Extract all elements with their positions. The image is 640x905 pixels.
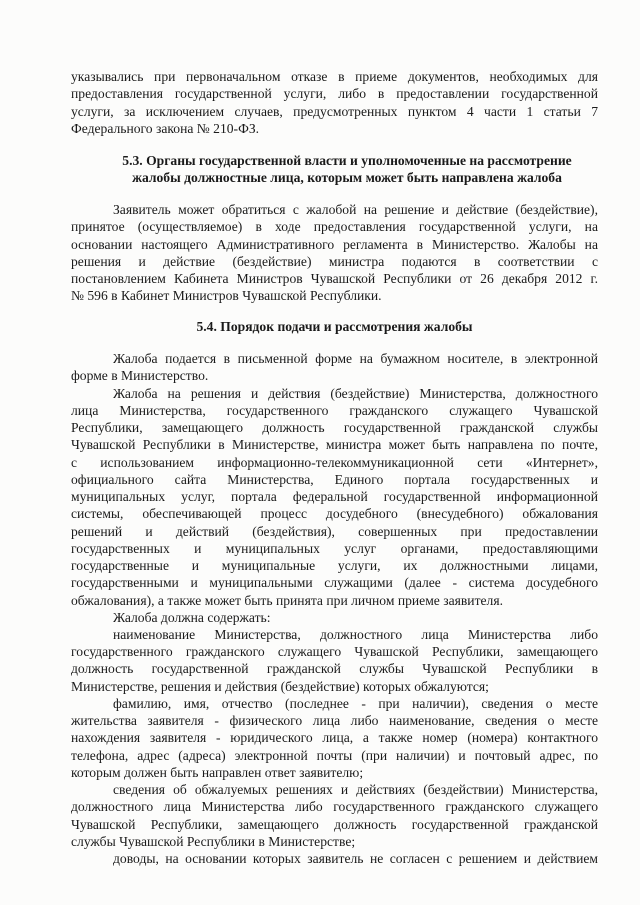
intro-line: предоставления государственной услуги, либо в предоставлении государственной <box>71 86 598 101</box>
paragraph-line: муниципальных услуг, портала федеральной государственной информационной <box>71 489 598 504</box>
list-item-line: доводы, на основании которых заявитель не согласен с решением и действием <box>113 851 598 866</box>
list-item-line: которым должен быть направлен ответ заявителю; <box>71 765 364 780</box>
paragraph-line: решений и действий (бездействия), совершенных при предоставлении <box>71 524 598 539</box>
paragraph-line: № 596 в Кабинет Министров Чувашской Республики. <box>71 288 382 303</box>
list-item-line: телефона, адрес (адреса) электронной почты (при наличии) и почтовый адрес, по <box>71 748 598 763</box>
section-5-4-heading: 5.4. Порядок подачи и рассмотрения жалобы <box>196 319 473 334</box>
section-5-3-heading: жалобы должностные лица, которым может быть направлена жалоба <box>132 170 562 185</box>
paragraph-line: решения и действие (бездействие) министра подаются в соответствии с <box>71 254 598 269</box>
paragraph-line: с использованием информационно-телекоммуникационной сети «Интернет», <box>71 455 598 470</box>
paragraph-line: Республики, замещающего должность государственной гражданской службы <box>71 420 598 435</box>
list-item-line: должность государственной гражданской службы Чувашской Республики в <box>71 661 598 676</box>
list-item-line: нахождения заявителя - юридического лица, а также номер (номера) контактного <box>71 730 598 745</box>
paragraph-line: принятое (осуществляемое) в ходе предоставления государственной услуги, на <box>71 219 598 234</box>
paragraph-line: государственных и муниципальных услуг органами, предоставляющими <box>71 541 598 556</box>
intro-line: услуги, за исключением случаев, предусмотренных пунктом 4 части 1 статьи 7 <box>71 104 598 119</box>
list-item-line: должностного лица Министерства либо государственного гражданского служащего <box>71 799 598 814</box>
paragraph-line: Жалоба должна содержать: <box>113 610 271 625</box>
paragraph-line: официального сайта Министерства, Единого портала государственных и <box>71 472 598 487</box>
list-item-line: службы Чувашской Республики в Министерстве; <box>71 834 356 849</box>
paragraph-line: Жалоба на решения и действия (бездействие) Министерства, должностного <box>113 386 598 401</box>
paragraph-line: государственные и муниципальные услуги, их должностными лицами, <box>71 558 598 573</box>
intro-line: указывались при первоначальном отказе в приеме документов, необходимых для <box>71 69 598 84</box>
paragraph-line: лица Министерства, государственного гражданского служащего Чувашской <box>71 403 598 418</box>
section-5-3-heading: 5.3. Органы государственной власти и уполномоченные на рассмотрение <box>122 153 572 168</box>
list-item-line: наименование Министерства, должностного лица Министерства либо <box>113 627 598 642</box>
list-item-line: фамилию, имя, отчество (последнее - при наличии), сведения о месте <box>113 696 598 711</box>
paragraph-line: Чувашской Республики в Министерстве, министра может быть направлена по почте, <box>71 437 598 452</box>
list-item-line: Чувашской Республики, замещающего должность государственной гражданской <box>71 817 598 832</box>
paragraph-line: государственными и муниципальными служащими (далее - система досудебного <box>71 575 598 590</box>
paragraph-line: Жалоба подается в письменной форме на бумажном носителе, в электронной <box>113 351 598 366</box>
paragraph-line: основании настоящего Административного регламента в Министерство. Жалобы на <box>71 237 598 252</box>
intro-line: Федерального закона № 210-ФЗ. <box>71 121 260 136</box>
list-item-line: государственного гражданского служащего Чувашской Республики, замещающего <box>71 644 598 659</box>
list-item-line: Министерстве, решения и действия (бездействие) которых обжалуются; <box>71 679 489 694</box>
paragraph-line: Заявитель может обратиться с жалобой на решение и действие (бездействие), <box>113 202 598 217</box>
list-item-line: жительства заявителя - физического лица либо наименование, сведения о месте <box>71 713 598 728</box>
paragraph-line: системы, обеспечивающей процесс досудебного (внесудебного) обжалования <box>71 506 598 521</box>
list-item-line: сведения об обжалуемых решениях и действиях (бездействии) Министерства, <box>113 782 598 797</box>
paragraph-line: обжалования), а также может быть принята при личном приеме заявителя. <box>71 593 503 608</box>
paragraph-line: форме в Министерство. <box>71 368 209 383</box>
paragraph-line: постановлением Кабинета Министров Чувашской Республики от 26 декабря 2012 г. <box>71 271 598 286</box>
